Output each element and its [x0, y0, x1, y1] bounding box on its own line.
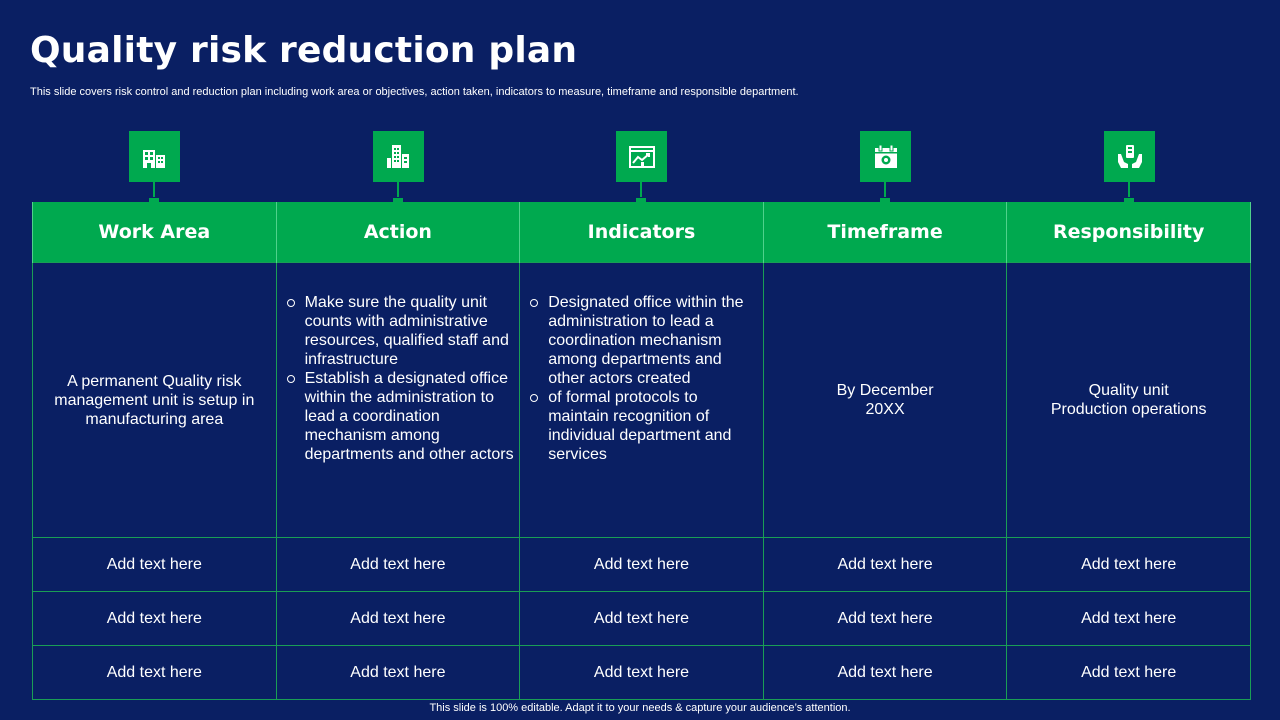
page-title: Quality risk reduction plan [30, 30, 578, 71]
page-subtitle: This slide covers risk control and reduction plan including work area or objectives, action taken, indicators to measure, timeframe and responsible department. [30, 86, 799, 98]
action-list [287, 293, 516, 464]
table-cell: Add text here [276, 646, 520, 700]
table-cell: Add text here [1007, 538, 1251, 592]
table-cell: Add text here [763, 538, 1007, 592]
building-icon [129, 131, 180, 182]
icon-col-responsibility [1007, 131, 1251, 211]
cell-work-area: A permanent Quality risk management unit is setup in manufacturing area [33, 263, 277, 538]
column-header-action: Action [276, 202, 520, 263]
column-header-responsibility: Responsibility [1007, 202, 1251, 263]
table-row [33, 646, 1251, 700]
indicators-list [530, 293, 759, 464]
table-cell: Add text here [276, 538, 520, 592]
calendar-gear-icon [860, 131, 911, 182]
action-list-item: Establish a designated office within the administration to lead a coordination mechanism among departments and other actors [287, 369, 516, 464]
icon-col-timeframe [763, 131, 1007, 211]
column-header-work-area: Work Area [33, 202, 277, 263]
table-cell: Add text here [33, 646, 277, 700]
table-cell: Add text here [520, 646, 764, 700]
table-cell: Add text here [763, 592, 1007, 646]
risk-plan-table [32, 202, 1251, 700]
cell-indicators [520, 263, 764, 538]
table-cell: Add text here [520, 592, 764, 646]
table-cell: Add text here [33, 592, 277, 646]
table-row [33, 592, 1251, 646]
table-cell: Add text here [763, 646, 1007, 700]
responsibility-line: Quality unit [1088, 382, 1169, 399]
hands-device-icon [1104, 131, 1155, 182]
icon-col-action [276, 131, 520, 211]
chart-growth-icon [616, 131, 667, 182]
header-icons [32, 131, 1251, 211]
cell-timeframe: By December 20XX [763, 263, 1007, 538]
table-row [33, 538, 1251, 592]
action-list-item: Make sure the quality unit counts with administrative resources, qualified staff and infrastructure [287, 293, 516, 369]
cell-responsibility [1007, 263, 1251, 538]
table-cell: Add text here [520, 538, 764, 592]
table-header-row [33, 202, 1251, 263]
footer-note: This slide is 100% editable. Adapt it to your needs & capture your audience’s attention. [429, 702, 851, 714]
table-cell: Add text here [1007, 646, 1251, 700]
office-tower-icon [373, 131, 424, 182]
indicators-list-item: Designated office within the administration to lead a coordination mechanism among departments and other actors created [530, 293, 759, 388]
icon-col-work-area [32, 131, 276, 211]
table-cell: Add text here [1007, 592, 1251, 646]
table-cell: Add text here [276, 592, 520, 646]
column-header-timeframe: Timeframe [763, 202, 1007, 263]
cell-action [276, 263, 520, 538]
column-header-indicators: Indicators [520, 202, 764, 263]
responsibility-line: Production operations [1050, 401, 1207, 418]
table-cell: Add text here [33, 538, 277, 592]
icon-col-indicators [520, 131, 764, 211]
table-row-main [33, 263, 1251, 538]
indicators-list-item: of formal protocols to maintain recognition of individual department and services [530, 388, 759, 464]
